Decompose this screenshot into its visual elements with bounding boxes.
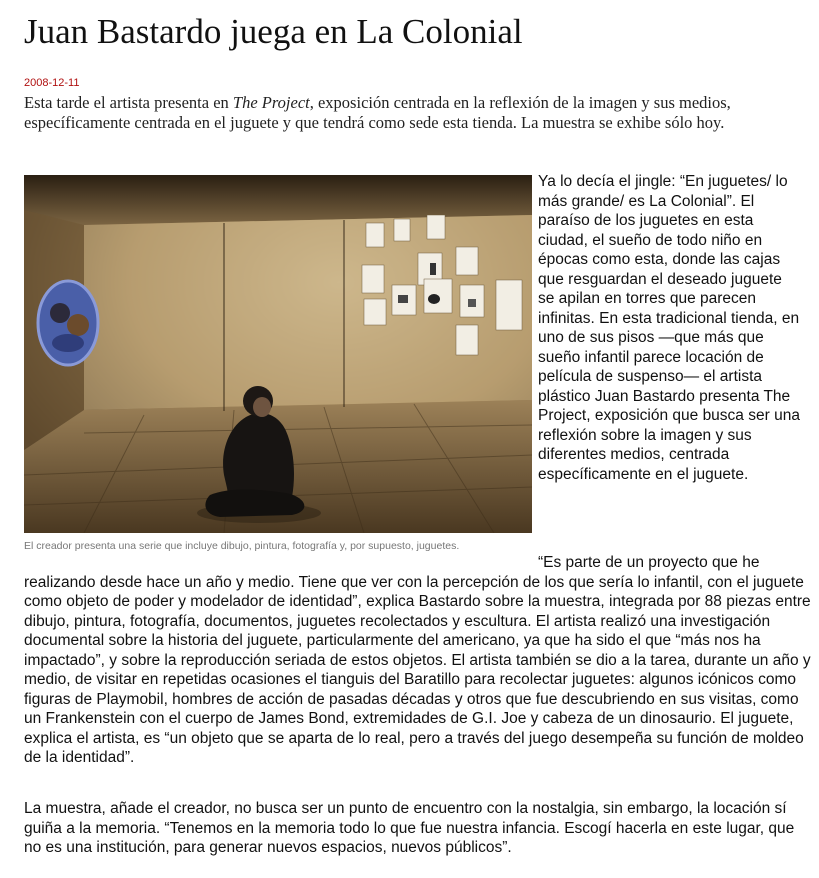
article-paragraph-3: La muestra, añade el creador, no busca ser un punto de encuentro con la nostalgia, sin embargo, la locación sí guiña a la memoria. “Tenemos en la memoria todo lo que fue nuestra infancia. Escogí hacerla en este lugar, que no es una institución, para generar nuevos espacios, nuevos públicos”. xyxy=(24,800,795,856)
gallery-photo-illustration xyxy=(24,175,532,533)
lede-text-start: Esta tarde el artista presenta en xyxy=(24,93,233,112)
photo-caption: El creador presenta una serie que incluye dibujo, pintura, fotografía y, por supuesto, juguetes. xyxy=(24,540,460,552)
paragraph-2-text: “Es parte de un proyecto que he realizando desde hace un año y medio. Tiene que ver con la percepción de los que sería lo infantil, con el juguete como objeto de poder y modelador de identidad”, explica Bastardo sobre la muestra, integrada por 88 piezas entre dibujo, pintura, fotografía, documentos, juguetes recolectados y escultura. El artista realizó una investigación documental sobre la historia del juguete, particularmente del americano, ya que ha sido el que “más nos ha impactado”, y sobre la reproducción seriada de estos objetos. El artista también se dio a la tarea, durante un año y medio, de visitar en repetidas ocasiones el tianguis del Baratillo para recolectar juguetes: algunos icónicos como figuras de Playmobil, hombres de acción de pasadas décadas y otros que fue descubriendo en sus visitas, como un Frankenstein con el cuerpo de James Bond, extremidades de G.I. Joe y cabeza de un dinosaurio. El juguete, explica el artista, es “un objeto que se aparta de lo real, pero a través del juego desempeña su función de moldeo de la identidad”. xyxy=(24,554,811,766)
lede-text-end: , exposición centrada en la reflexión de la imagen y sus medios, específicamente centrada en el juguete y que tendrá como sede esta tienda. La muestra se exhibe sólo hoy. xyxy=(24,93,731,132)
article-title: Juan Bastardo juega en La Colonial xyxy=(24,12,523,51)
article-paragraph-1: Ya lo decía el jingle: “En juguetes/ lo más grande/ es La Colonial”. El paraíso de los juguetes en esta ciudad, el sueño de todo niño en épocas como esta, donde las cajas que resguardan el deseado juguete se apilan en torres que parecen infinitas. En esta tradicional tienda, en uno de sus pisos —que más que sueño infantil parece locación de película de suspenso— el artista plástico Juan Bastardo presenta The Project, exposición que busca ser una reflexión sobre la imagen y sus diferentes medios, centrada específicamente en el juguete. xyxy=(538,173,800,483)
article-date: 2008-12-11 xyxy=(24,77,80,89)
article-paragraph-2 xyxy=(24,553,814,768)
lede-exhibition-title: The Project xyxy=(232,93,310,112)
article-photo xyxy=(24,175,532,533)
article-lede xyxy=(24,93,814,133)
